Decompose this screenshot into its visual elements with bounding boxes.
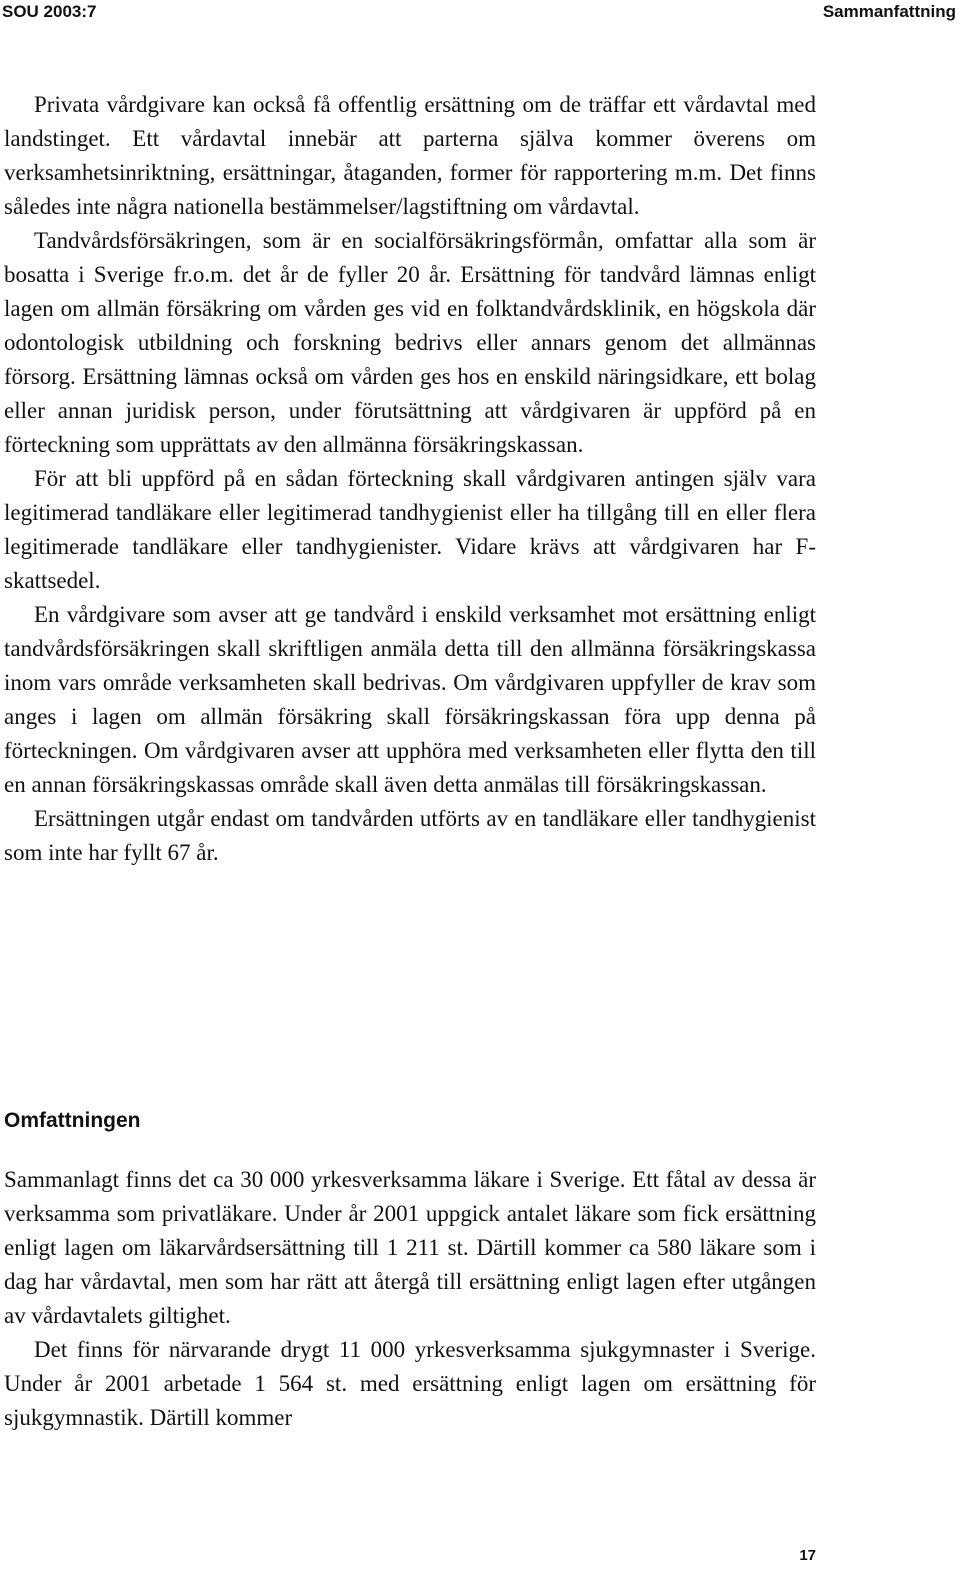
section-heading: Omfattningen bbox=[4, 1109, 141, 1132]
paragraph: För att bli uppförd på en sådan förteckning skall vårdgivaren antingen själv vara legitimerad tandläkare eller legitimerad tandhygienist eller ha tillgång till en eller flera legitimerade tandläkare eller tandhygienister. Vidare krävs att vårdgivaren har F-skattsedel. bbox=[4, 466, 816, 593]
paragraph: Privata vårdgivare kan också få offentlig ersättning om de träffar ett vårdavtal med landstinget. Ett vårdavtal innebär att parterna själva kommer överens om verksamhetsinriktning, ersättningar, åtaganden, former för rapportering m.m. Det finns således inte några nationella bestämmelser/lagstiftning om vårdavtal. bbox=[4, 92, 816, 219]
report-number: SOU 2003:7 bbox=[2, 2, 97, 21]
paragraph: Tandvårdsförsäkringen, som är en socialförsäkringsförmån, omfattar alla som är bosatta i Sverige fr.o.m. det år de fyller 20 år. Ersättning för tandvård lämnas enligt lagen om allmän försäkring om vården ges vid en folktandvårdsklinik, en högskola där odontologisk utbildning och forskning bedrivs eller annars genom det allmännas försorg. Ersättning lämnas också om vården ges hos en enskild näringsidkare, ett bolag eller annan juridisk person, under förutsättning att vårdgivaren är uppförd på en förteckning som upprättats av den allmänna försäkringskassan. bbox=[4, 228, 816, 457]
body-section-1 bbox=[4, 88, 816, 870]
paragraph: En vårdgivare som avser att ge tandvård i enskild verksamhet mot ersättning enligt tandvårdsförsäkringen skall skriftligen anmäla detta till den allmänna försäkringskassa inom vars område verksamheten skall bedrivas. Om vårdgivaren uppfyller de krav som anges i lagen om allmän försäkring skall försäkringskassan föra upp denna på förteckningen. Om vårdgivaren avser att upphöra med verksamheten eller flytta den till en annan försäkringskassas område skall även detta anmälas till försäkringskassan. bbox=[4, 602, 816, 797]
paragraph: Sammanlagt finns det ca 30 000 yrkesverksamma läkare i Sverige. Ett fåtal av dessa är verksamma som privatläkare. Under år 2001 uppgick antalet läkare som fick ersättning enligt lagen om läkarvårdsersättning till 1 211 st. Därtill kommer ca 580 läkare som i dag har vårdavtal, men som har rätt att återgå till ersättning enligt lagen efter utgången av vårdavtalets giltighet. bbox=[4, 1167, 816, 1328]
chapter-title: Sammanfattning bbox=[822, 2, 956, 21]
paragraph: Ersättningen utgår endast om tandvården utförts av en tandläkare eller tandhygienist som inte har fyllt 67 år. bbox=[4, 806, 816, 865]
running-header bbox=[0, 0, 958, 24]
paragraph: Det finns för närvarande drygt 11 000 yrkesverksamma sjukgymnaster i Sverige. Under år 2001 arbetade 1 564 st. med ersättning enligt lagen om ersättning för sjukgymnastik. Därtill kommer bbox=[4, 1337, 816, 1430]
body-section-2 bbox=[4, 1163, 816, 1435]
page-number: 17 bbox=[799, 1547, 816, 1564]
